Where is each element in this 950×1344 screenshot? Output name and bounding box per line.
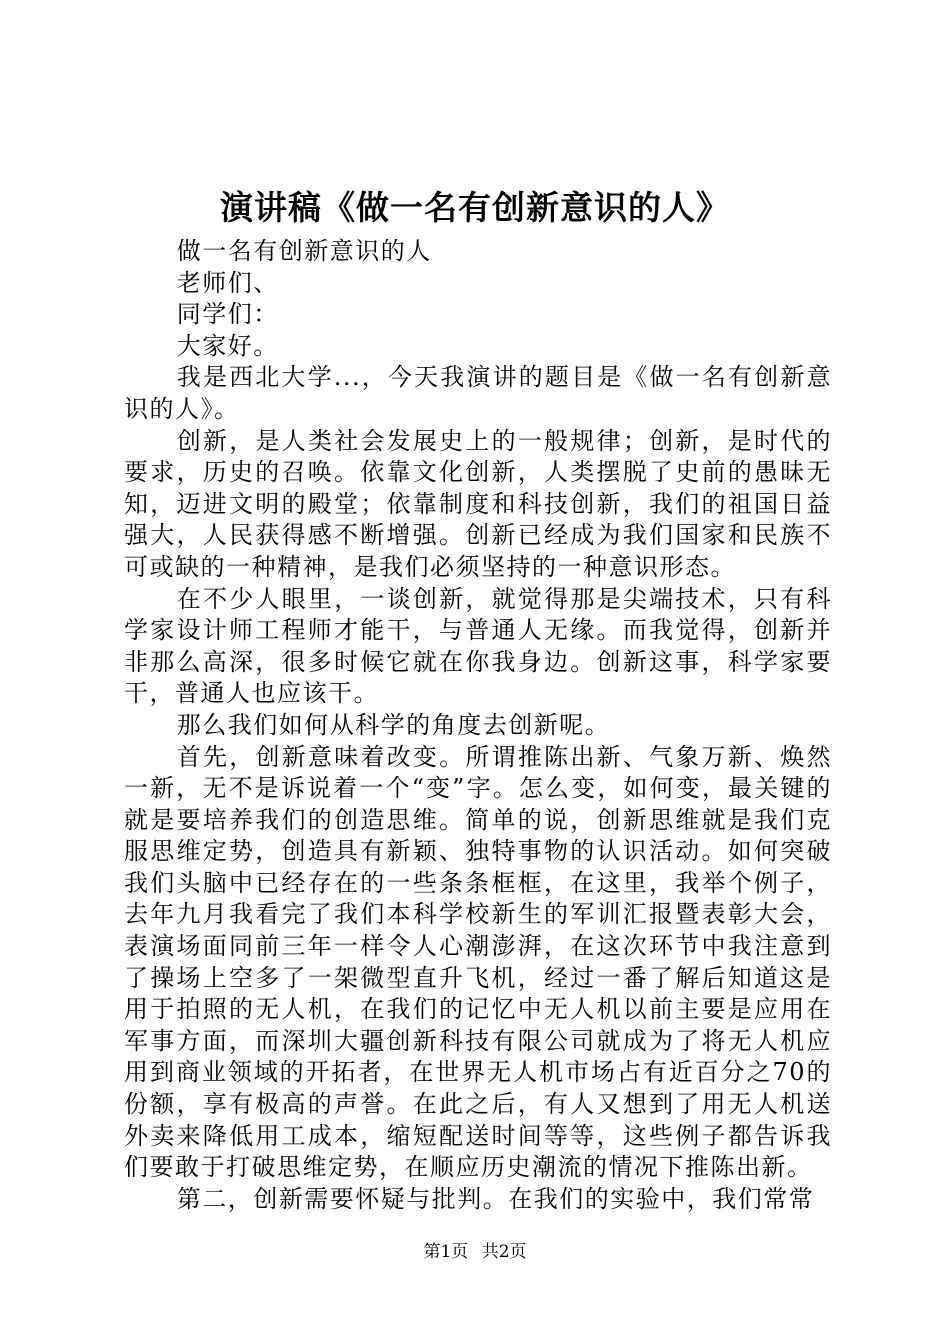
greeting-students: 同学们： [176, 300, 279, 329]
page-total: 共2页 [481, 1242, 527, 1262]
greeting-teachers: 老师们、 [176, 268, 279, 297]
document-title: 演讲稿《做一名有创新意识的人》 [220, 188, 730, 227]
body-paragraph: 在不少人眼里，一谈创新，就觉得那是尖端技术，只有科学家设计师工程师才能干，与普通人无缘。而我觉得，创新并非那么高深，很多时候它就在你我身边。创新这事，科学家要干，普通人也应该干。 [124, 584, 832, 708]
body-paragraph: 创新，是人类社会发展史上的一般规律；创新，是时代的要求，历史的召唤。依靠文化创新，人类摆脱了史前的愚昧无知，迈进文明的殿堂；依靠制度和科技创新，我们的祖国日益强大，人民获得感不断增强。创新已经成为我们国家和民族不可或缺的一种精神，是我们必须坚持的一种意识形态。 [124, 426, 832, 581]
page-number: 第1页 [423, 1242, 469, 1262]
subtitle-paragraph: 做一名有创新意识的人 [176, 237, 432, 265]
page-footer [0, 1240, 950, 1264]
greeting-all: 大家好。 [176, 331, 279, 360]
document-body [124, 236, 832, 1215]
body-paragraph: 第二，创新需要怀疑与批判。在我们的实验中，我们常常 [176, 1184, 815, 1213]
body-paragraph: 那么我们如何从科学的角度去创新呢。 [176, 710, 611, 739]
body-paragraph: 首先，创新意味着改变。所谓推陈出新、气象万新、焕然一新，无不是诉说着一个“变”字。怎么变，如何变，最关键的就是要培养我们的创造思维。简单的说，创新思维就是我们克服思维定势，创造具有新颖、独特事物的认识活动。如何突破我们头脑中已经存在的一些条条框框，在这里，我举个例子，去年九月我看完了我们本科学校新生的军训汇报暨表彰大会，表演场面同前三年一样令人心潮澎湃，在这次环节中我注意到了操场上空多了一架微型直升飞机，经过一番了解后知道这是用于拍照的无人机，在我们的记忆中无人机以前主要是应用在军事方面，而深圳大疆创新科技有限公司就成为了将无人机应用到商业领域的开拓者，在世界无人机市场占有近百分之70的份额，享有极高的声誉。在此之后，有人又想到了用无人机送外卖来降低用工成本，缩短配送时间等等，这些例子都告诉我们要敢于打破思维定势，在顺应历史潮流的情况下推陈出新。 [124, 742, 832, 1182]
intro-paragraph: 我是西北大学...，今天我演讲的题目是《做一名有创新意识的人》。 [124, 363, 832, 423]
